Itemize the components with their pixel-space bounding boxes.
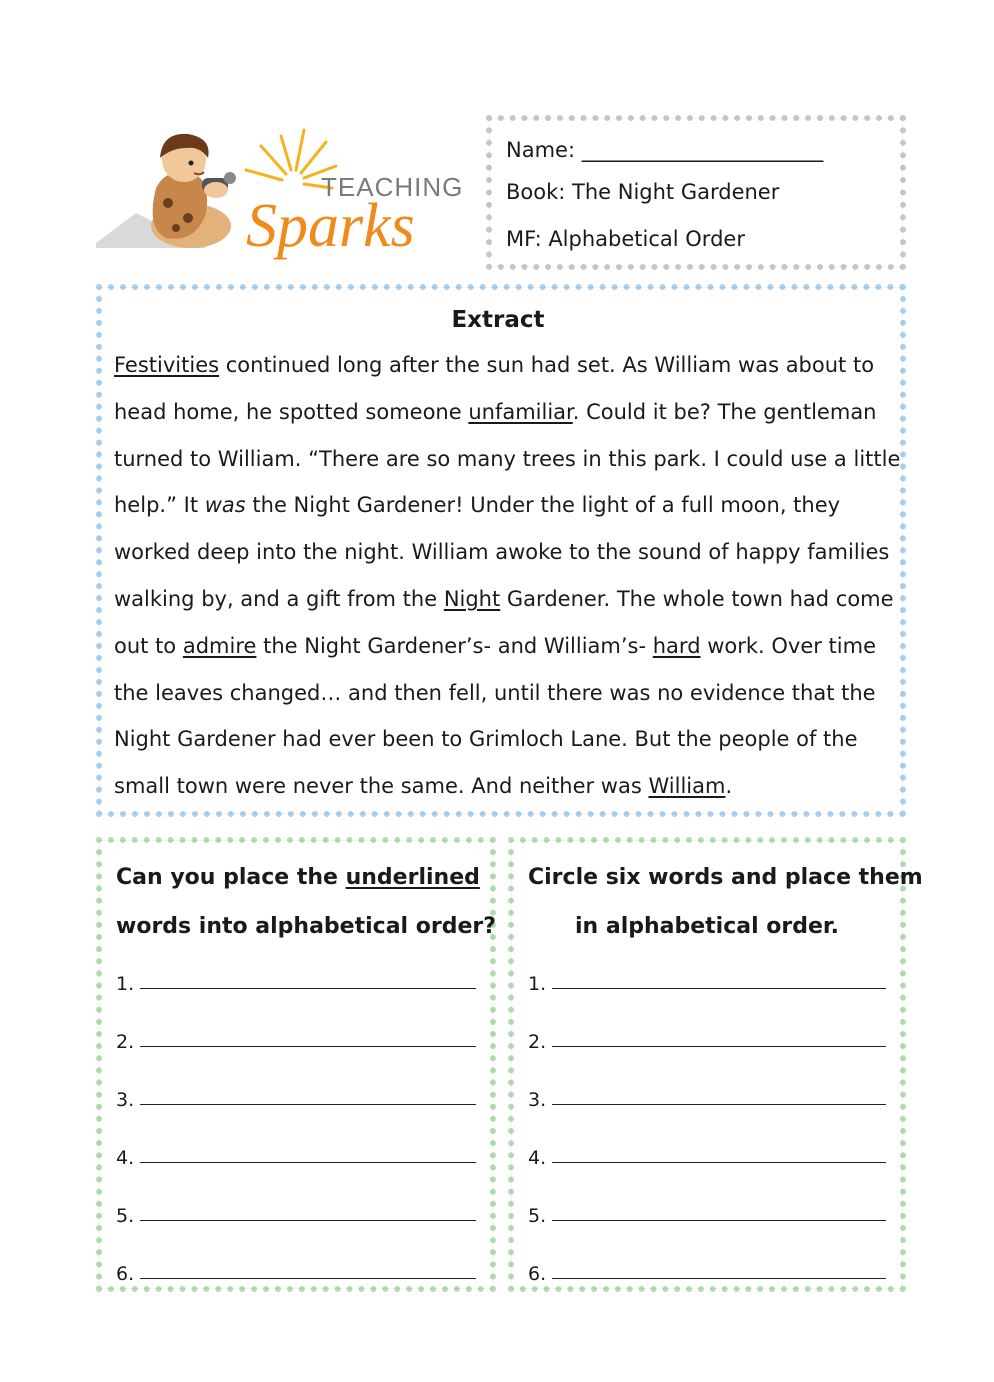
- underlined-word: Festivities: [114, 353, 220, 377]
- extract-segment: head home, he spotted someone: [114, 399, 469, 424]
- answer-blank-line[interactable]: [552, 1200, 886, 1221]
- question-left-title-underlined: underlined: [345, 865, 480, 890]
- teaching-sparks-logo: [96, 118, 466, 268]
- answer-blank-line[interactable]: [552, 1026, 886, 1047]
- book-label: Book: The Night Gardener: [506, 180, 780, 204]
- answer-blank-line[interactable]: [140, 1258, 476, 1279]
- extract-segment: the leaves changed… and then fell, until there was no evidence that the: [114, 680, 876, 705]
- answer-row-right: [528, 995, 886, 1053]
- answer-number: 4.: [528, 1147, 547, 1169]
- answer-blank-line[interactable]: [140, 1200, 476, 1221]
- answer-number: 1.: [528, 973, 547, 995]
- extract-line: [114, 763, 882, 810]
- extract-segment: help.” It: [114, 493, 205, 518]
- extract-segment: the Night Gardener! Under the light of a full moon, they: [245, 493, 841, 518]
- answer-number: 3.: [116, 1089, 135, 1111]
- underlined-words-question-box: [96, 837, 496, 1292]
- extract-line: [114, 482, 882, 529]
- answer-blank-line[interactable]: [552, 1258, 886, 1279]
- answer-row-right: [528, 1053, 886, 1111]
- extract-text: [114, 342, 901, 810]
- answer-row-left: [116, 995, 476, 1053]
- answer-number: 5.: [116, 1205, 135, 1227]
- extract-line: [114, 436, 901, 483]
- extract-segment: turned to William. “There are so many trees in this park. I could use a little: [114, 446, 901, 471]
- answer-number: 5.: [528, 1205, 547, 1227]
- extract-title: Extract: [451, 307, 545, 333]
- student-info-box: [486, 115, 906, 270]
- answer-blank-line[interactable]: [552, 1084, 886, 1105]
- question-right-title-line2: in alphabetical order.: [574, 914, 840, 939]
- answer-list-left: [116, 955, 476, 1285]
- logo-text-top: TEACHING: [321, 172, 464, 202]
- answer-row-right: [528, 1111, 886, 1169]
- answer-blank-line[interactable]: [552, 1142, 886, 1163]
- extract-segment: work. Over time: [700, 633, 877, 658]
- extract-segment: continued long after the sun had set. As William was about to: [219, 353, 875, 377]
- extract-line: [114, 670, 882, 717]
- extract-line: [114, 389, 882, 436]
- question-right-title-line1: Circle six words and place them: [528, 865, 923, 890]
- question-left-title-line2: words into alphabetical order?: [116, 914, 496, 939]
- answer-number: 6.: [116, 1263, 135, 1285]
- underlined-word: unfamiliar: [468, 399, 573, 424]
- answer-number: 2.: [528, 1031, 547, 1053]
- answer-blank-line[interactable]: [140, 968, 476, 989]
- answer-row-left: [116, 1053, 476, 1111]
- extract-line: [114, 716, 882, 763]
- extract-segment: Night Gardener had ever been to Grimloch Lane. But the people of the: [114, 727, 858, 752]
- answer-list-right: [528, 955, 886, 1285]
- answer-number: 6.: [528, 1263, 547, 1285]
- extract-line: [114, 529, 890, 576]
- extract-segment: Gardener. The whole town had come: [500, 586, 894, 611]
- underlined-word: William: [648, 774, 726, 799]
- circle-words-question-box: [508, 837, 923, 1292]
- extract-segment: was: [204, 493, 246, 518]
- extract-box: [96, 284, 906, 817]
- answer-row-left: [116, 955, 476, 995]
- caveman-mascot-icon: [151, 134, 236, 248]
- underlined-word: admire: [182, 633, 257, 658]
- answer-row-right: [528, 1227, 886, 1285]
- answer-blank-line[interactable]: [140, 1142, 476, 1163]
- extract-segment: the Night Gardener’s- and William’s-: [256, 633, 653, 658]
- underlined-word: Night: [443, 586, 501, 611]
- extract-segment: worked deep into the night. William awoke to the sound of happy families: [114, 540, 890, 565]
- extract-segment: out to: [114, 633, 183, 658]
- answer-row-left: [116, 1227, 476, 1285]
- answer-number: 3.: [528, 1089, 547, 1111]
- extract-segment: .: [725, 774, 733, 799]
- extract-segment: small town were never the same. And neither was: [114, 774, 649, 799]
- answer-number: 2.: [116, 1031, 135, 1053]
- answer-row-left: [116, 1111, 476, 1169]
- question-left-title-prefix: Can you place the: [116, 865, 346, 890]
- underlined-word: hard: [652, 633, 701, 658]
- extract-segment: walking by, and a gift from the: [114, 586, 444, 611]
- extract-segment: . Could it be? The gentleman: [572, 399, 877, 424]
- answer-row-right: [528, 955, 886, 995]
- answer-blank-line[interactable]: [552, 968, 886, 989]
- answer-blank-line[interactable]: [140, 1026, 476, 1047]
- answer-row-right: [528, 1169, 886, 1227]
- logo-text-bottom: Sparks: [246, 192, 415, 260]
- answer-number: 4.: [116, 1147, 135, 1169]
- extract-line: [114, 342, 882, 389]
- extract-line: [114, 576, 894, 623]
- question-left-title-line1: [116, 853, 480, 902]
- answer-blank-line[interactable]: [140, 1084, 476, 1105]
- extract-line: [114, 623, 882, 670]
- name-field[interactable]: Name: _______________________: [506, 138, 824, 162]
- answer-number: 1.: [116, 973, 135, 995]
- mf-label: MF: Alphabetical Order: [506, 227, 745, 251]
- answer-row-left: [116, 1169, 476, 1227]
